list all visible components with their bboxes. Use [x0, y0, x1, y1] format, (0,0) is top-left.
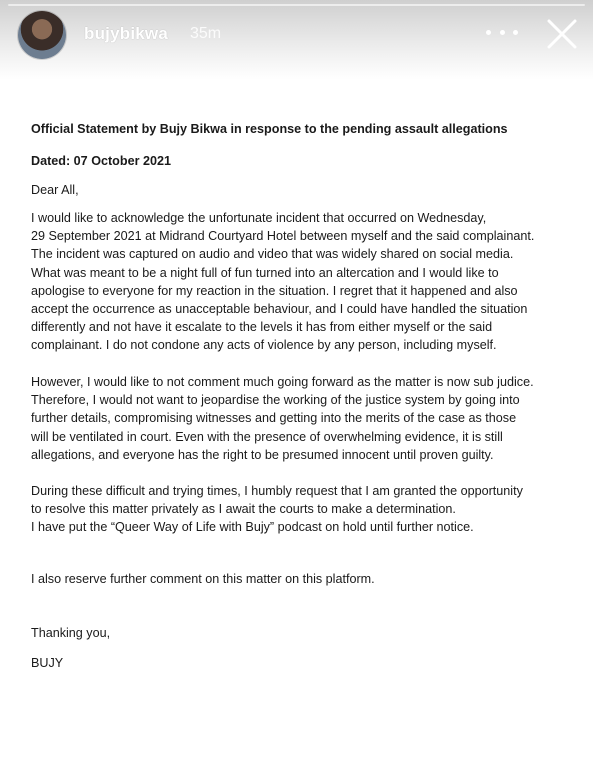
- statement-closing: Thanking you,: [31, 626, 111, 640]
- statement-date: Dated: 07 October 2021: [31, 154, 171, 168]
- statement-paragraph: I also reserve further comment on this matter on this platform.: [31, 572, 375, 586]
- statement-salutation: Dear All,: [31, 183, 79, 197]
- story-timestamp: 35m: [190, 25, 222, 42]
- statement-signature: BUJY: [31, 656, 64, 670]
- statement-paragraph: During these difficult and trying times, I humbly request that I am granted the opportunity to resolve this matter privately as I await the courts to make a determination. I have put the “Queer Way of Life with Bujy” podcast on hold until further notice.: [31, 484, 523, 535]
- statement-title: Official Statement by Bujy Bikwa in response to the pending assault allegations: [31, 122, 508, 136]
- story-username[interactable]: bujybikwa: [84, 24, 168, 43]
- statement-paragraph: I would like to acknowledge the unfortunate incident that occurred on Wednesday, 29 September 2021 at Midrand Courtyard Hotel between myself and the said complainant. The incident was captured on audio and video that was widely shared on social media. What was meant to be a night full of fun turned into an altercation and I would like to apologise to everyone for my reaction in the situation. I regret that it happened and also accept the occurrence as unacceptable behaviour, and I could have handled the situation differently and not have it escalate to the levels it has from either myself or the said complainant. I do not condone any acts of violence by any person, including myself.: [31, 211, 535, 353]
- statement-paragraph: However, I would like to not comment much going forward as the matter is now sub judice. Therefore, I would not want to jeopardise the working of the justice system by going into further details, compromising witnesses and getting into the merits of the case as those will be ventilated in court. Even with the presence of overwhelming evidence, it is still allegations, and everyone has the right to be presumed innocent until proven guilty.: [31, 375, 534, 462]
